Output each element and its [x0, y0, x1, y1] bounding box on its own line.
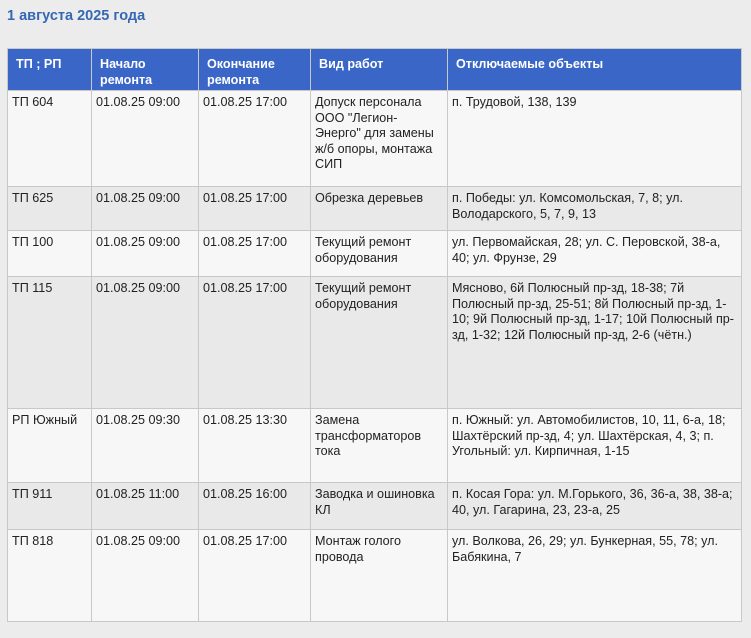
table-row: [8, 530, 742, 622]
cell-objects: п. Победы: ул. Комсомольская, 7, 8; ул. Володарского, 5, 7, 9, 13: [448, 187, 742, 231]
cell-end: 01.08.25 17:00: [199, 530, 311, 622]
cell-start: 01.08.25 09:00: [92, 530, 199, 622]
header-work: Вид работ: [311, 49, 448, 91]
cell-objects: п. Южный: ул. Автомобилистов, 10, 11, 6-а, 18; Шахтёрский пр-зд, 4; ул. Шахтёрская, 4, 3; п. Угольный: ул. Кирпичная, 1-15: [448, 409, 742, 483]
cell-objects: Мясново, 6й Полюсный пр-зд, 18-38; 7й Полюсный пр-зд, 25-51; 8й Полюсный пр-зд, 1-10; 9й Полюсный пр-зд, 1-17; 10й Полюсный пр-зд, 1-32; 12й Полюсный пр-зд, 2-6 (чётн.): [448, 277, 742, 409]
cell-tp: ТП 911: [8, 483, 92, 530]
outage-schedule-table: [7, 48, 742, 622]
cell-tp: ТП 100: [8, 231, 92, 277]
cell-start: 01.08.25 09:00: [92, 187, 199, 231]
cell-objects: п. Трудовой, 138, 139: [448, 91, 742, 187]
cell-objects: ул. Первомайская, 28; ул. С. Перовской, 38-а, 40; ул. Фрунзе, 29: [448, 231, 742, 277]
cell-start: 01.08.25 09:30: [92, 409, 199, 483]
cell-end: 01.08.25 17:00: [199, 91, 311, 187]
cell-end: 01.08.25 17:00: [199, 231, 311, 277]
cell-tp: ТП 115: [8, 277, 92, 409]
cell-end: 01.08.25 13:30: [199, 409, 311, 483]
table-row: [8, 91, 742, 187]
cell-start: 01.08.25 09:00: [92, 231, 199, 277]
cell-objects: ул. Волкова, 26, 29; ул. Бункерная, 55, 78; ул. Бабякина, 7: [448, 530, 742, 622]
cell-end: 01.08.25 17:00: [199, 277, 311, 409]
table-row: [8, 483, 742, 530]
cell-start: 01.08.25 11:00: [92, 483, 199, 530]
table-row: [8, 187, 742, 231]
cell-tp: ТП 818: [8, 530, 92, 622]
cell-work: Монтаж голого провода: [311, 530, 448, 622]
cell-tp: ТП 604: [8, 91, 92, 187]
cell-end: 01.08.25 16:00: [199, 483, 311, 530]
cell-work: Текущий ремонт оборудования: [311, 277, 448, 409]
cell-objects: п. Косая Гора: ул. М.Горького, 36, 36-а, 38, 38-а; 40, ул. Гагарина, 23, 23-а, 25: [448, 483, 742, 530]
header-objects: Отключаемые объекты: [448, 49, 742, 91]
cell-start: 01.08.25 09:00: [92, 277, 199, 409]
cell-start: 01.08.25 09:00: [92, 91, 199, 187]
table-header-row: [8, 49, 742, 91]
cell-work: Заводка и ошиновка КЛ: [311, 483, 448, 530]
cell-work: Обрезка деревьев: [311, 187, 448, 231]
page-title: 1 августа 2025 года: [7, 8, 146, 24]
header-end: Окончание ремонта: [199, 49, 311, 91]
cell-work: Допуск персонала ООО "Легион-Энерго" для замены ж/б опоры, монтажа СИП: [311, 91, 448, 187]
cell-work: Текущий ремонт оборудования: [311, 231, 448, 277]
header-start: Начало ремонта: [92, 49, 199, 91]
cell-end: 01.08.25 17:00: [199, 187, 311, 231]
table-row: [8, 409, 742, 483]
cell-tp: ТП 625: [8, 187, 92, 231]
cell-work: Замена трансформаторов тока: [311, 409, 448, 483]
table-row: [8, 277, 742, 409]
cell-tp: РП Южный: [8, 409, 92, 483]
table-row: [8, 231, 742, 277]
header-tp: ТП ; РП: [8, 49, 92, 91]
